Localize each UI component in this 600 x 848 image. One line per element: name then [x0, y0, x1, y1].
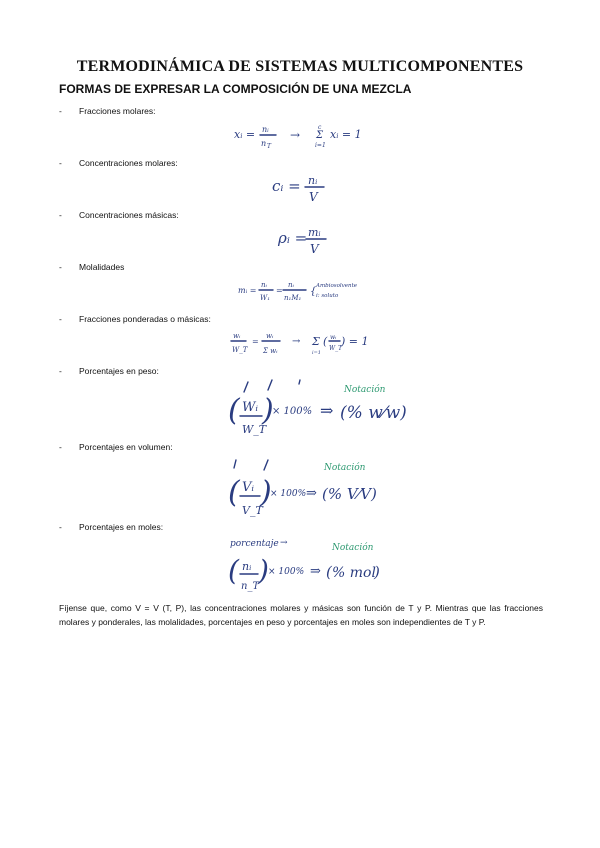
svg-text:(: ( [228, 475, 240, 510]
svg-text:n_T: n_T [241, 581, 260, 592]
svg-text:mᵢ: mᵢ [308, 226, 321, 239]
item-label: Concentraciones molares: [79, 158, 178, 168]
svg-text:⇒: ⇒ [320, 401, 334, 420]
svg-text:V: V [310, 242, 319, 256]
svg-text:): ) [374, 563, 380, 581]
formula-mole-fraction [232, 120, 372, 152]
svg-text:xᵢ =: xᵢ = [234, 128, 256, 141]
bullet-dash: - [59, 158, 62, 168]
svg-text:Wᵢ: Wᵢ [242, 400, 258, 415]
bullet-dash: - [59, 106, 62, 116]
item-label: Concentraciones másicas: [79, 210, 179, 220]
svg-text:ρᵢ =: ρᵢ = [278, 229, 308, 247]
times-hundred: × 100% [270, 489, 307, 499]
list-item [59, 366, 159, 376]
svg-text:wᵢ: wᵢ [266, 332, 274, 340]
formula-molality [238, 276, 368, 306]
svg-text:V_T: V_T [242, 504, 263, 517]
svg-text:W_T: W_T [232, 346, 248, 354]
svg-text:Σ: Σ [312, 335, 320, 348]
svg-text:(: ( [228, 393, 240, 428]
svg-text:cᵢ =: cᵢ = [272, 177, 301, 195]
svg-text:i=1: i=1 [312, 350, 321, 356]
item-label: Fracciones molares: [79, 106, 156, 116]
formula-volume-percent [228, 456, 398, 522]
svg-text:⇒: ⇒ [310, 564, 321, 579]
svg-text:T: T [267, 143, 272, 150]
list-item [59, 522, 163, 532]
item-label: Molalidades [79, 262, 125, 272]
bullet-dash: - [59, 442, 62, 452]
notation-label: Notación [324, 463, 366, 473]
svg-text:(: ( [228, 554, 239, 587]
svg-text:W₁: W₁ [260, 294, 271, 302]
svg-text:nᵢ: nᵢ [308, 174, 318, 187]
svg-text:W_T: W_T [329, 345, 343, 352]
svg-text:{: { [310, 286, 317, 297]
mol-percent: % mol [332, 565, 376, 581]
svg-text:nᵢ: nᵢ [261, 281, 267, 289]
svg-text:⇒: ⇒ [306, 486, 317, 501]
porcentaje-word: porcentaje [230, 539, 279, 549]
svg-text:→: → [280, 538, 288, 548]
list-item [59, 262, 124, 272]
svg-text:nᵢ: nᵢ [288, 281, 294, 289]
svg-text:): ) [262, 393, 274, 428]
times-hundred: × 100% [272, 406, 313, 417]
svg-text:c: c [318, 124, 322, 131]
svg-text:(% w⁄w): (% w⁄w) [340, 403, 407, 423]
times-hundred: × 100% [268, 567, 305, 577]
svg-text:mᵢ =: mᵢ = [238, 286, 257, 295]
bullet-dash: - [59, 314, 62, 324]
svg-text:(: ( [323, 335, 328, 348]
section-subtitle: FORMAS DE EXPRESAR LA COMPOSICIÓN DE UNA MEZCLA [59, 82, 412, 96]
bullet-dash: - [59, 210, 62, 220]
svg-text:i=1: i=1 [315, 142, 326, 149]
svg-text:V: V [309, 190, 318, 204]
list-item [59, 314, 211, 324]
list-item [59, 442, 173, 452]
svg-text:nᵢ: nᵢ [262, 125, 269, 134]
svg-text:Σ wᵢ: Σ wᵢ [263, 347, 278, 355]
bullet-dash: - [59, 522, 62, 532]
svg-text:=: = [276, 286, 283, 295]
svg-text:→: → [290, 128, 301, 142]
svg-text:nᵢ: nᵢ [242, 560, 252, 573]
formula-mole-percent [228, 534, 398, 596]
svg-text:Σ: Σ [316, 130, 324, 141]
bullet-dash: - [59, 262, 62, 272]
list-item [59, 210, 179, 220]
item-label: Porcentajes en peso: [79, 366, 159, 376]
svg-text:W_T: W_T [242, 423, 267, 436]
formula-mass-fraction [230, 326, 380, 358]
svg-text:wᵢ: wᵢ [233, 332, 241, 340]
svg-text:n₁M₁: n₁M₁ [284, 294, 302, 302]
svg-text:→: → [292, 336, 301, 347]
formula-weight-percent [228, 378, 407, 442]
item-label: Porcentajes en volumen: [79, 442, 173, 452]
item-label: Fracciones ponderadas o másicas: [79, 314, 211, 324]
formula-molar-concentration [270, 170, 330, 206]
svg-text:n: n [261, 139, 267, 148]
list-item [59, 158, 178, 168]
notation-label: Notación [332, 543, 374, 553]
page-title: TERMODINÁMICA DE SISTEMAS MULTICOMPONENTES [76, 58, 524, 75]
svg-text:xᵢ = 1: xᵢ = 1 [330, 128, 362, 141]
formula-mass-concentration [276, 222, 336, 258]
svg-text:Vᵢ: Vᵢ [242, 480, 255, 495]
svg-text:) = 1: ) = 1 [341, 335, 369, 348]
svg-text:=: = [252, 337, 259, 346]
svg-text:(: ( [326, 563, 332, 581]
svg-text:): ) [258, 554, 269, 587]
bullet-dash: - [59, 366, 62, 376]
svg-text:(% V⁄V): (% V⁄V) [322, 485, 377, 503]
svg-text:): ) [260, 475, 272, 510]
item-label: Porcentajes en moles: [79, 522, 164, 532]
footer-note: Fíjense que, como V = V (T, P), las concentraciones molares y másicas son función de T y P. Mientras que las fracciones molares y ponderales, las molalidades, porcentajes en peso y porcentajes en moles son independientes de T y P. [59, 603, 543, 627]
list-item [59, 106, 156, 116]
molality-note-solute: i: soluto [316, 293, 339, 299]
svg-text:wᵢ: wᵢ [330, 334, 337, 341]
notation-label: Notación [344, 385, 386, 395]
molality-note-solvent: Ambiosolvente [316, 283, 358, 289]
